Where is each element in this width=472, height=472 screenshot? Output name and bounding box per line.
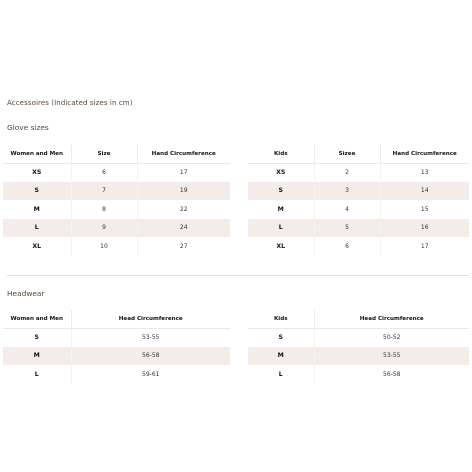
hand-circumference: 24 [137,219,230,238]
hand-circumference: 17 [137,163,230,182]
size-label: L [248,219,314,238]
head-circumference: 56-58 [71,347,230,366]
table-row [3,365,230,384]
head-circumference: 53-55 [314,347,469,366]
size-value: 5 [314,219,380,238]
size-label: XL [32,242,42,250]
table-row [248,365,469,384]
column-header: Hand Circumference [380,145,469,163]
table-row [248,200,469,219]
table-row [3,200,230,219]
table-header-row [248,310,469,328]
size-value: 9 [71,219,137,238]
column-header: Size [71,145,137,163]
size-label: XL [276,242,286,250]
table-row [248,347,469,366]
table-row [3,347,230,366]
size-label: M [3,347,71,366]
table-row [248,182,469,201]
size-value: 6 [71,163,137,182]
hand-circumference: 14 [380,182,469,201]
hand-circumference: 15 [380,200,469,219]
page-heading: Accessoires (Indicated sizes in cm) [7,99,133,107]
table-row [3,237,230,256]
table-header-row [248,145,469,163]
headwear-title: Headwear [7,289,45,298]
table-row [3,219,230,238]
table-header-row [3,310,230,328]
table-row [248,219,469,238]
column-header: Women and Men [3,145,71,163]
size-value: 6 [314,237,380,256]
headwear-adult-table [3,310,230,384]
column-header: Sizee [314,145,380,163]
head-circumference: 56-58 [314,365,469,384]
column-header: Kids [248,310,314,328]
headwear-kids-table [248,310,469,384]
size-label: S [34,334,39,341]
column-header: Women and Men [3,310,71,328]
table-row [3,328,230,347]
hand-circumference: 16 [380,219,469,238]
size-value: 2 [314,163,380,182]
table-header-row [3,145,230,163]
glove-kids-table [248,145,469,256]
glove-adult-table [3,145,230,256]
size-label: L [34,370,39,378]
table-row [3,163,230,182]
size-label: M [33,205,40,213]
head-circumference: 50-52 [314,328,469,347]
hand-circumference: 17 [380,237,469,256]
size-value: 4 [314,200,380,219]
size-value: 10 [71,237,137,256]
size-label: XS [276,169,286,176]
table-row [248,328,469,347]
column-header: Head Circumference [71,310,230,328]
size-value: 8 [71,200,137,219]
size-label: S [278,334,283,341]
table-row [3,182,230,201]
hand-circumference: 22 [137,200,230,219]
table-row [248,163,469,182]
size-value: 3 [314,182,380,201]
head-circumference: 59-61 [71,365,230,384]
size-label: M [277,205,284,213]
section-divider [7,275,469,276]
size-label: L [278,370,283,378]
head-circumference: 53-55 [71,328,230,347]
size-label: S [248,182,314,201]
hand-circumference: 27 [137,237,230,256]
size-value: 7 [71,182,137,201]
column-header: Kids [248,145,314,163]
glove-sizes-title: Glove sizes [7,123,49,132]
size-label: S [3,182,71,201]
table-row [248,237,469,256]
column-header: Hand Circumference [137,145,230,163]
size-label: M [248,347,314,366]
hand-circumference: 13 [380,163,469,182]
size-label: XS [32,169,42,176]
column-header: Head Circumference [314,310,469,328]
hand-circumference: 19 [137,182,230,201]
size-label: L [3,219,71,238]
